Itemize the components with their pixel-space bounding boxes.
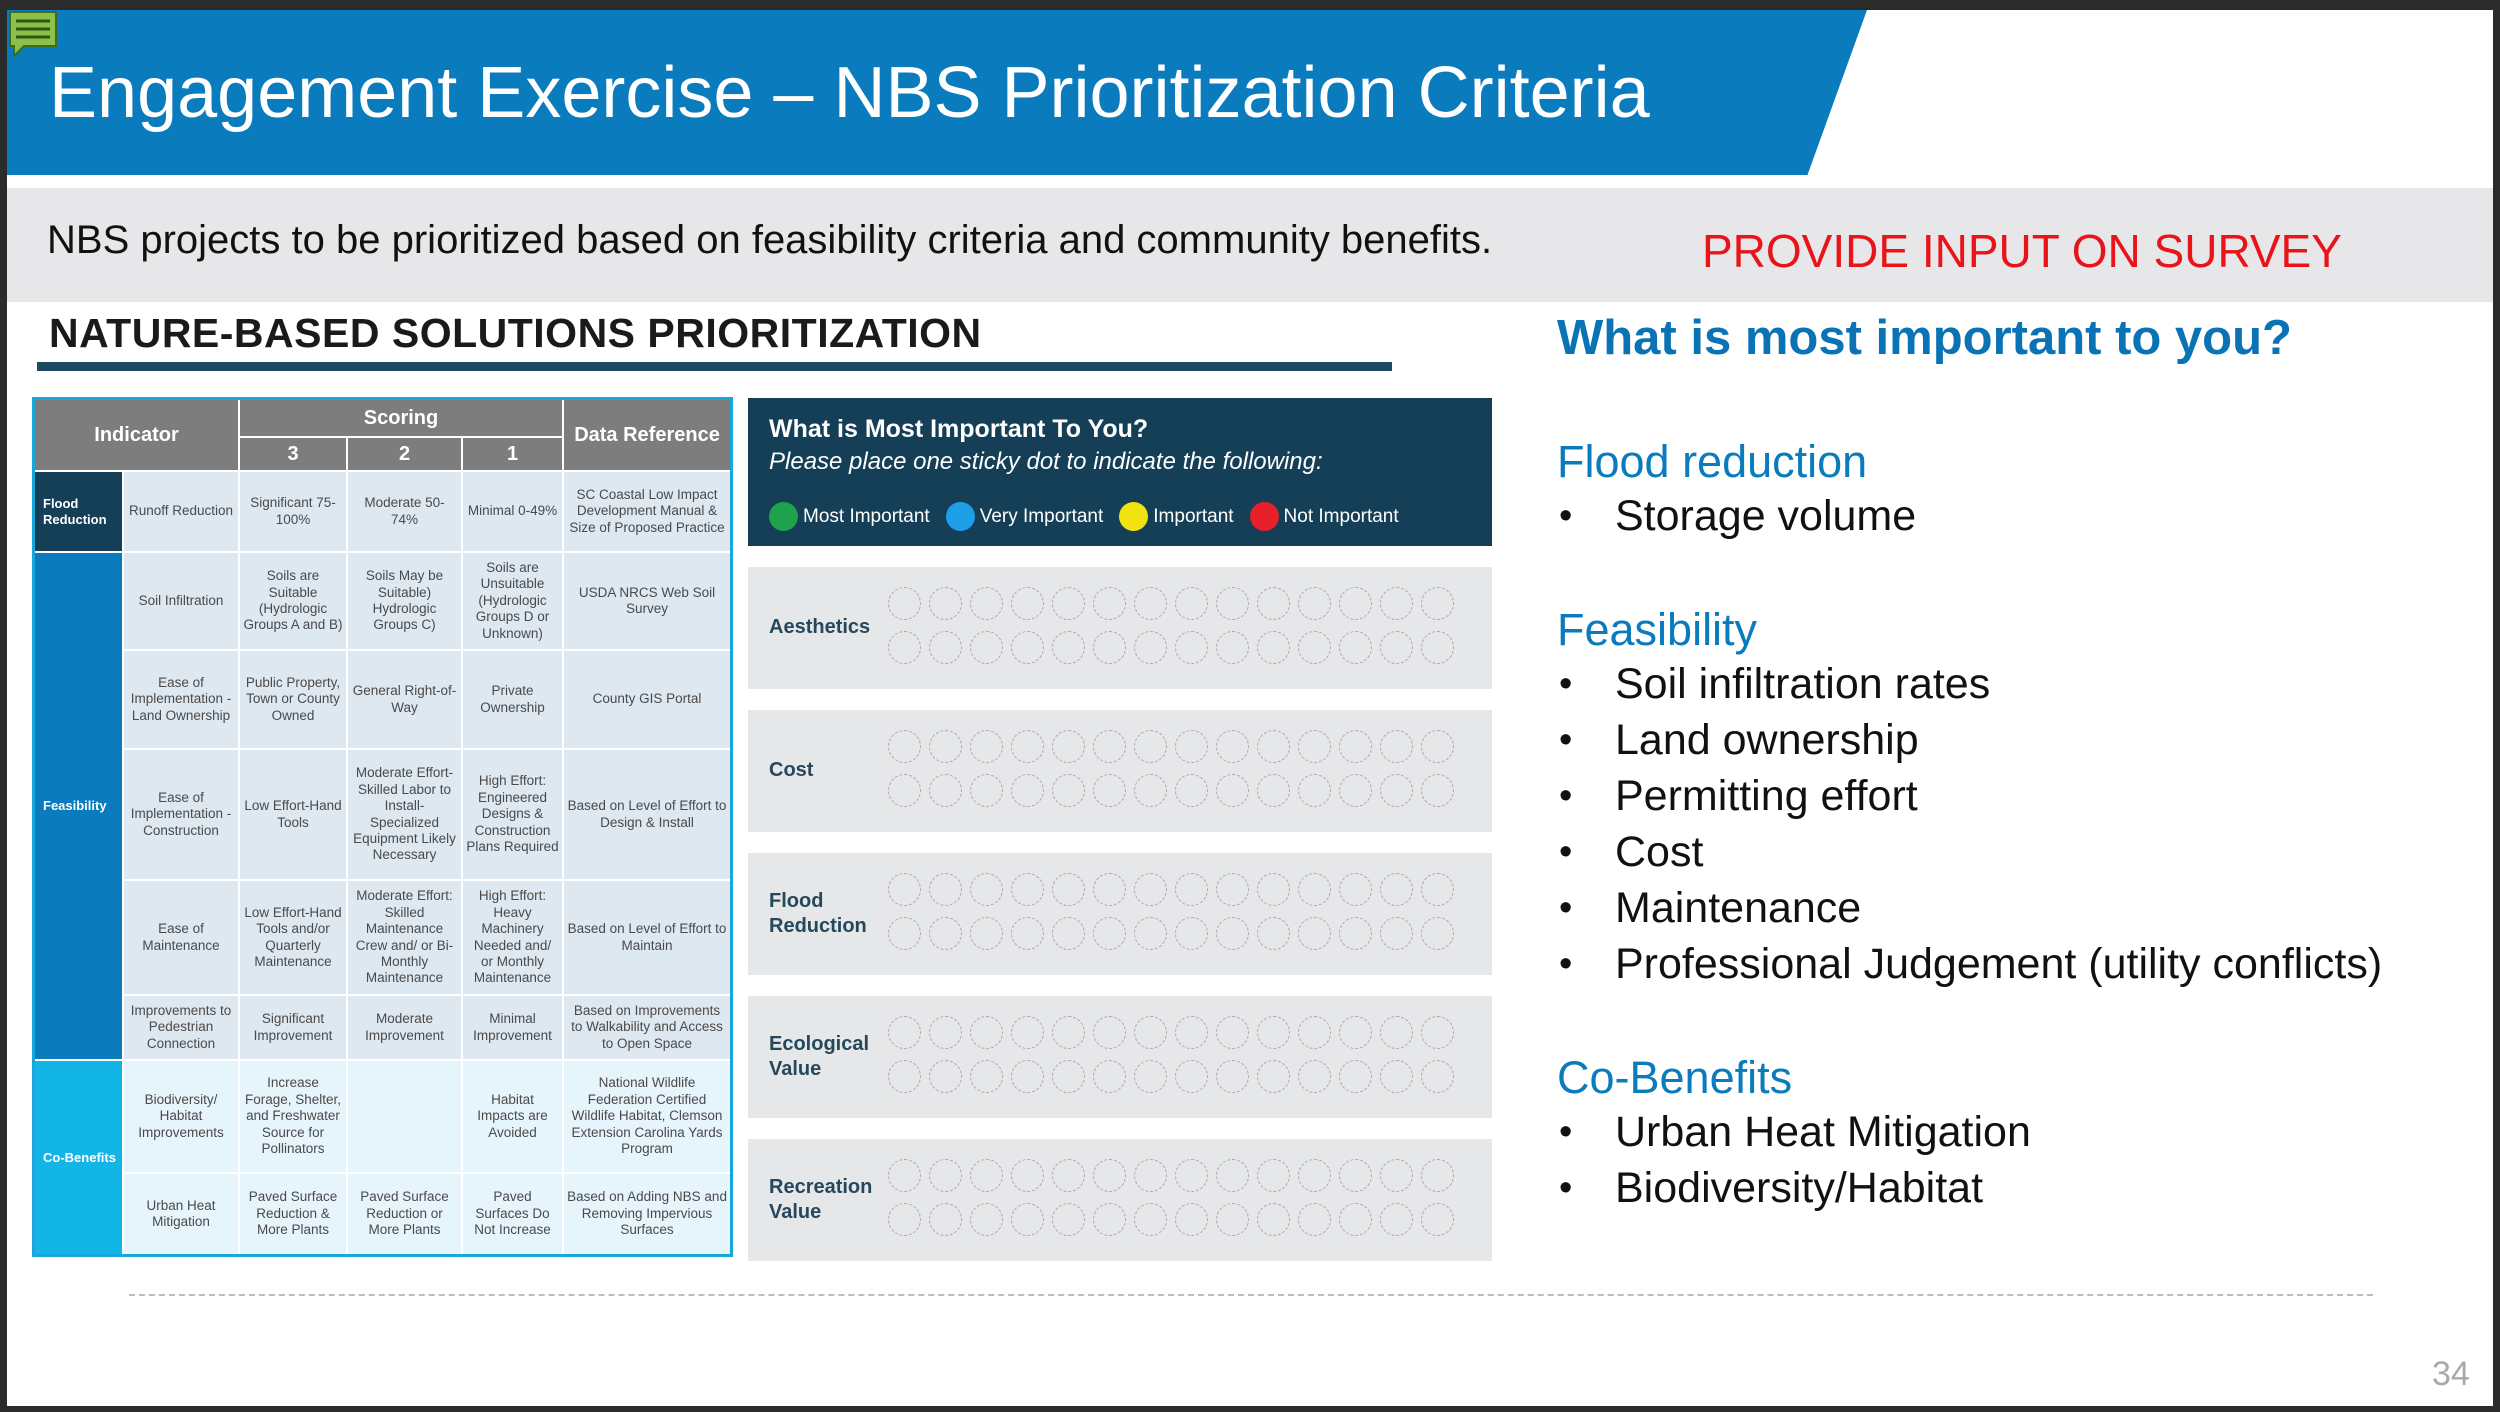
sticky-dot-slot (1011, 631, 1044, 664)
dot-grid (888, 1016, 1454, 1093)
sticky-dot-slot (1421, 730, 1454, 763)
sticky-dot-slot (888, 587, 921, 620)
sticky-dot-slot (1380, 1060, 1413, 1093)
table-row (34, 471, 731, 552)
sticky-dot-slot (1216, 774, 1249, 807)
sticky-dot-slot (1134, 1203, 1167, 1236)
category-flood-reduction: Flood Reduction (34, 471, 123, 552)
sticky-dot-slot (929, 774, 962, 807)
list-item: • Cost (1557, 824, 2382, 880)
table-row (34, 995, 731, 1060)
sticky-dot-slot (929, 587, 962, 620)
list-item: • Storage volume (1557, 488, 1916, 544)
list-item: • Professional Judgement (utility conflicts) (1557, 936, 2382, 992)
cell-score-1: High Effort: Heavy Machinery Needed and/ or Monthly Maintenance (462, 880, 563, 995)
sticky-dot-slot (1216, 1016, 1249, 1049)
dot-grid (888, 873, 1454, 950)
cell-data-reference: Based on Improvements to Walkability and Access to Open Space (563, 995, 731, 1060)
list-item: • Permitting effort (1557, 768, 2382, 824)
sticky-dot-slot (1052, 774, 1085, 807)
sticky-dot-slot (1093, 917, 1126, 950)
section-heading: Flood reduction (1557, 436, 1868, 487)
sticky-dot-slot (970, 587, 1003, 620)
sticky-dot-slot (1175, 873, 1208, 906)
red-dot-icon (1250, 502, 1279, 531)
bullet-list (1557, 488, 1916, 544)
sticky-dot-slot (1421, 917, 1454, 950)
sticky-dot-slot (1011, 873, 1044, 906)
cell-score-2: Moderate Improvement (347, 995, 462, 1060)
sticky-dot-slot (970, 873, 1003, 906)
subtitle-text: NBS projects to be prioritized based on feasibility criteria and community benefits. (47, 218, 1493, 262)
sticky-dot-slot (1380, 873, 1413, 906)
legend-item-most-important (769, 502, 930, 531)
sticky-dot-slot (1257, 631, 1290, 664)
header-score-3: 3 (239, 437, 347, 471)
sticky-dot-slot (1175, 1203, 1208, 1236)
sticky-dot-slot (1298, 1203, 1331, 1236)
cell-indicator: Biodiversity/ Habitat Improvements (123, 1060, 239, 1173)
sticky-dot-slot (1421, 1060, 1454, 1093)
cell-score-3: Public Property, Town or County Owned (239, 650, 347, 749)
heading-underline (37, 362, 1392, 371)
sticky-dot-slot (929, 1159, 962, 1192)
sticky-dot-slot (1421, 587, 1454, 620)
sticky-dot-slot (888, 1060, 921, 1093)
cell-score-2 (347, 1060, 462, 1173)
cell-score-1: Minimal 0-49% (462, 471, 563, 552)
sticky-dot-slot (1216, 730, 1249, 763)
sticky-dot-slot (1052, 873, 1085, 906)
sticky-dot-slot (1134, 631, 1167, 664)
page-number: 34 (2432, 1355, 2470, 1393)
cell-data-reference: Based on Level of Effort to Maintain (563, 880, 731, 995)
sticky-dot-slot (1011, 1159, 1044, 1192)
sticky-dot-slot (1052, 1016, 1085, 1049)
cell-data-reference: USDA NRCS Web Soil Survey (563, 552, 731, 650)
cell-indicator: Ease of Maintenance (123, 880, 239, 995)
legend-label: Very Important (979, 505, 1104, 527)
section-heading: Co-Benefits (1557, 1052, 1793, 1103)
comment-icon[interactable] (8, 10, 58, 60)
sticky-dot-slot (1216, 631, 1249, 664)
sticky-dot-slot (1257, 873, 1290, 906)
dot-row-ecological-value (748, 996, 1492, 1118)
sticky-dot-slot (1421, 1016, 1454, 1049)
cell-score-3: Low Effort-Hand Tools (239, 749, 347, 880)
slide-title: Engagement Exercise – NBS Prioritization Criteria (49, 53, 1650, 133)
cell-data-reference: Based on Adding NBS and Removing Impervious Surfaces (563, 1173, 731, 1255)
sticky-dot-slot (1380, 774, 1413, 807)
dot-row-label: Ecological Value (769, 1033, 870, 1080)
sticky-dot-slot (1134, 1060, 1167, 1093)
sticky-dot-slot (1380, 1016, 1413, 1049)
sticky-dot-slot (1134, 730, 1167, 763)
cell-score-2: Paved Surface Reduction or More Plants (347, 1173, 462, 1255)
header-data-reference: Data Reference (563, 399, 731, 471)
sticky-dot-slot (970, 631, 1003, 664)
sticky-dot-slot (1339, 774, 1372, 807)
sticky-dot-slot (1339, 917, 1372, 950)
list-item: • Biodiversity/Habitat (1557, 1160, 2031, 1216)
sticky-dot-slot (1257, 587, 1290, 620)
sticky-dot-slot (1298, 1016, 1331, 1049)
cell-score-3: Low Effort-Hand Tools and/or Quarterly Maintenance (239, 880, 347, 995)
cell-score-3: Increase Forage, Shelter, and Freshwater Source for Pollinators (239, 1060, 347, 1173)
sticky-dot-slot (888, 1016, 921, 1049)
sticky-dot-slot (888, 1203, 921, 1236)
sticky-dot-slot (1421, 774, 1454, 807)
dot-board-title: What is Most Important To You? (769, 415, 1149, 443)
cell-score-3: Significant Improvement (239, 995, 347, 1060)
prioritization-table (33, 398, 732, 1256)
sticky-dot-slot (1257, 1159, 1290, 1192)
cell-score-3: Soils are Suitable (Hydrologic Groups A and B) (239, 552, 347, 650)
sticky-dot-slot (929, 1203, 962, 1236)
dot-row-label: Recreation Value (769, 1176, 873, 1223)
sticky-dot-slot (1175, 631, 1208, 664)
table-row (34, 552, 731, 650)
table-row (34, 1060, 731, 1173)
list-item: • Maintenance (1557, 880, 2382, 936)
subtitle-bar (7, 188, 2493, 302)
dot-row-recreation-value (748, 1139, 1492, 1261)
sticky-dot-slot (1339, 587, 1372, 620)
sticky-dot-slot (1257, 1016, 1290, 1049)
sticky-dot-slot (1175, 774, 1208, 807)
sticky-dot-slot (1175, 587, 1208, 620)
sticky-dot-slot (888, 1159, 921, 1192)
category-feasibility: Feasibility (34, 552, 123, 1060)
sticky-dot-slot (970, 1159, 1003, 1192)
cell-score-2: Moderate 50-74% (347, 471, 462, 552)
sticky-dot-slot (888, 873, 921, 906)
sticky-dot-slot (1052, 730, 1085, 763)
sticky-dot-slot (1093, 774, 1126, 807)
right-panel (1557, 310, 2487, 1212)
sticky-dot-slot (1298, 730, 1331, 763)
section-flood-reduction (1557, 436, 1916, 544)
sticky-dot-slot (970, 917, 1003, 950)
cell-score-1: Soils are Unsuitable (Hydrologic Groups D or Unknown) (462, 552, 563, 650)
cell-score-2: Soils May be Suitable) Hydrologic Groups C) (347, 552, 462, 650)
sticky-dot-slot (1216, 1159, 1249, 1192)
sticky-dot-slot (1093, 1159, 1126, 1192)
green-dot-icon (769, 502, 798, 531)
sticky-dot-slot (1298, 774, 1331, 807)
sticky-dot-slot (888, 730, 921, 763)
cell-data-reference: SC Coastal Low Impact Development Manual & Size of Proposed Practice (563, 471, 731, 552)
legend-label: Not Important (1283, 505, 1399, 527)
sticky-dot-slot (1257, 1060, 1290, 1093)
section-heading: NATURE-BASED SOLUTIONS PRIORITIZATION (49, 310, 982, 356)
dot-board-instruction: Please place one sticky dot to indicate the following: (769, 448, 1323, 475)
cell-score-1: Minimal Improvement (462, 995, 563, 1060)
sticky-dot-slot (1380, 730, 1413, 763)
sticky-dot-slot (1093, 631, 1126, 664)
footer-divider (129, 1294, 2373, 1296)
list-item: • Land ownership (1557, 712, 2382, 768)
sticky-dot-slot (1134, 1016, 1167, 1049)
sticky-dot-slot (1380, 631, 1413, 664)
sticky-dot-slot (1011, 730, 1044, 763)
sticky-dot-slot (1339, 1060, 1372, 1093)
header-indicator: Indicator (34, 399, 239, 471)
category-co-benefits: Co-Benefits (34, 1060, 123, 1255)
dot-row-cost (748, 710, 1492, 832)
sticky-dot-slot (1216, 1203, 1249, 1236)
legend-item-not-important (1250, 502, 1399, 531)
cell-indicator: Ease of Implementation - Land Ownership (123, 650, 239, 749)
cell-score-2: General Right-of-Way (347, 650, 462, 749)
sticky-dot-slot (1380, 587, 1413, 620)
sticky-dot-slot (1052, 587, 1085, 620)
sticky-dot-slot (1216, 917, 1249, 950)
cell-score-2: Moderate Effort- Skilled Labor to Install-Specialized Equipment Likely Necessary (347, 749, 462, 880)
sticky-dot-slot (1421, 1203, 1454, 1236)
cell-indicator: Improvements to Pedestrian Connection (123, 995, 239, 1060)
sticky-dot-slot (970, 1060, 1003, 1093)
legend-item-very-important (946, 502, 1104, 531)
sticky-dot-slot (1298, 587, 1331, 620)
sticky-dot-slot (1421, 1159, 1454, 1192)
sticky-dot-slot (1298, 917, 1331, 950)
sticky-dot-slot (1011, 917, 1044, 950)
sticky-dot-slot (1011, 587, 1044, 620)
sticky-dot-slot (1175, 917, 1208, 950)
sticky-dot-slot (1380, 917, 1413, 950)
cell-indicator: Runoff Reduction (123, 471, 239, 552)
sticky-dot-slot (1093, 587, 1126, 620)
sticky-dot-slot (1052, 631, 1085, 664)
sticky-dot-slot (1052, 1203, 1085, 1236)
sticky-dot-slot (929, 917, 962, 950)
sticky-dot-slot (1175, 1016, 1208, 1049)
sticky-dot-slot (1175, 730, 1208, 763)
sticky-dot-slot (1175, 1159, 1208, 1192)
sticky-dot-slot (1339, 730, 1372, 763)
survey-call-to-action: PROVIDE INPUT ON SURVEY (1702, 225, 2342, 277)
cell-indicator: Soil Infiltration (123, 552, 239, 650)
question-heading: What is most important to you? (1557, 311, 2292, 365)
sticky-dot-slot (1257, 774, 1290, 807)
sticky-dot-slot (970, 1203, 1003, 1236)
list-item: • Soil infiltration rates (1557, 656, 2382, 712)
list-item: • Urban Heat Mitigation (1557, 1104, 2031, 1160)
sticky-dot-slot (1298, 1060, 1331, 1093)
sticky-dot-slot (1380, 1203, 1413, 1236)
sticky-dot-slot (888, 774, 921, 807)
sticky-dot-slot (1011, 1060, 1044, 1093)
cell-indicator: Ease of Implementation - Construction (123, 749, 239, 880)
table-row (34, 650, 731, 749)
table-row (34, 880, 731, 995)
sticky-dot-slot (1093, 1203, 1126, 1236)
sticky-dot-slot (1134, 1159, 1167, 1192)
sticky-dot-slot (1175, 1060, 1208, 1093)
dot-row-label: Aesthetics (769, 616, 871, 638)
sticky-dot-slot (1339, 1203, 1372, 1236)
sticky-dot-slot (1052, 1060, 1085, 1093)
legend-label: Important (1153, 505, 1234, 527)
header-score-1: 1 (462, 437, 563, 471)
sticky-dot-slot (1134, 587, 1167, 620)
dot-row-label: Flood Reduction (769, 890, 867, 937)
sticky-dot-slot (1052, 1159, 1085, 1192)
sticky-dot-slot (1134, 917, 1167, 950)
sticky-dot-slot (1339, 1016, 1372, 1049)
dot-grid (888, 1159, 1454, 1236)
sticky-dot-slot (1421, 631, 1454, 664)
sticky-dot-slot (1093, 1016, 1126, 1049)
sticky-dot-slot (1052, 917, 1085, 950)
yellow-dot-icon (1119, 502, 1148, 531)
sticky-dot-slot (929, 631, 962, 664)
sticky-dot-slot (929, 730, 962, 763)
dot-legend (769, 502, 1415, 531)
sticky-dot-slot (1011, 1016, 1044, 1049)
dot-board-header (748, 398, 1492, 546)
dot-grid (888, 587, 1454, 664)
sticky-dot-slot (1339, 1159, 1372, 1192)
sticky-dot-slot (1216, 873, 1249, 906)
sticky-dot-slot (1011, 1203, 1044, 1236)
cell-indicator: Urban Heat Mitigation (123, 1173, 239, 1255)
dot-row-label: Cost (769, 759, 814, 781)
cell-score-3: Significant 75-100% (239, 471, 347, 552)
header-score-2: 2 (347, 437, 462, 471)
dot-row-flood-reduction (748, 853, 1492, 975)
cell-data-reference: National Wildlife Federation Certified Wildlife Habitat, Clemson Extension Carolina Yards Program (563, 1060, 731, 1173)
sticky-dot-slot (1339, 631, 1372, 664)
sticky-dot-slot (1093, 873, 1126, 906)
cell-score-1: Private Ownership (462, 650, 563, 749)
sticky-dot-slot (1216, 1060, 1249, 1093)
sticky-dot-slot (1298, 1159, 1331, 1192)
sticky-dot-slot (1339, 873, 1372, 906)
sticky-dot-slot (1134, 873, 1167, 906)
sticky-dot-slot (970, 730, 1003, 763)
sticky-dot-slot (1380, 1159, 1413, 1192)
sticky-dot-slot (1257, 1203, 1290, 1236)
section-heading: Feasibility (1557, 604, 1758, 655)
cell-score-1: Paved Surfaces Do Not Increase (462, 1173, 563, 1255)
sticky-dot-slot (1421, 873, 1454, 906)
table-row (34, 1173, 731, 1255)
sticky-dot-slot (1011, 774, 1044, 807)
legend-item-important (1119, 502, 1233, 531)
sticky-dot-slot (1134, 774, 1167, 807)
sticky-dot-slot (929, 873, 962, 906)
dot-grid (888, 730, 1454, 807)
bullet-list (1557, 1104, 2031, 1216)
slide (7, 10, 2493, 1406)
sticky-dot-slot (1257, 730, 1290, 763)
sticky-dot-slot (1298, 873, 1331, 906)
sticky-dot-slot (929, 1060, 962, 1093)
cell-score-1: High Effort: Engineered Designs & Construction Plans Required (462, 749, 563, 880)
sticky-dot-slot (970, 1016, 1003, 1049)
section-feasibility (1557, 604, 2382, 992)
cell-score-1: Habitat Impacts are Avoided (462, 1060, 563, 1173)
sticky-dot-slot (888, 631, 921, 664)
legend-label: Most Important (803, 505, 930, 527)
cell-data-reference: Based on Level of Effort to Design & Install (563, 749, 731, 880)
sticky-dot-slot (1216, 587, 1249, 620)
sticky-dot-slot (1257, 917, 1290, 950)
cell-score-3: Paved Surface Reduction & More Plants (239, 1173, 347, 1255)
section-co-benefits (1557, 1052, 2031, 1216)
sticky-dot-slot (929, 1016, 962, 1049)
header-scoring: Scoring (239, 399, 563, 437)
sticky-dot-slot (888, 917, 921, 950)
cell-score-2: Moderate Effort: Skilled Maintenance Crew and/ or Bi-Monthly Maintenance (347, 880, 462, 995)
blue-dot-icon (946, 502, 975, 531)
sticky-dot-slot (1093, 1060, 1126, 1093)
dot-row-aesthetics (748, 567, 1492, 689)
table-row (34, 749, 731, 880)
bullet-list (1557, 656, 2382, 992)
cell-data-reference: County GIS Portal (563, 650, 731, 749)
sticky-dot-slot (970, 774, 1003, 807)
sticky-dot-slot (1298, 631, 1331, 664)
sticky-dot-slot (1093, 730, 1126, 763)
